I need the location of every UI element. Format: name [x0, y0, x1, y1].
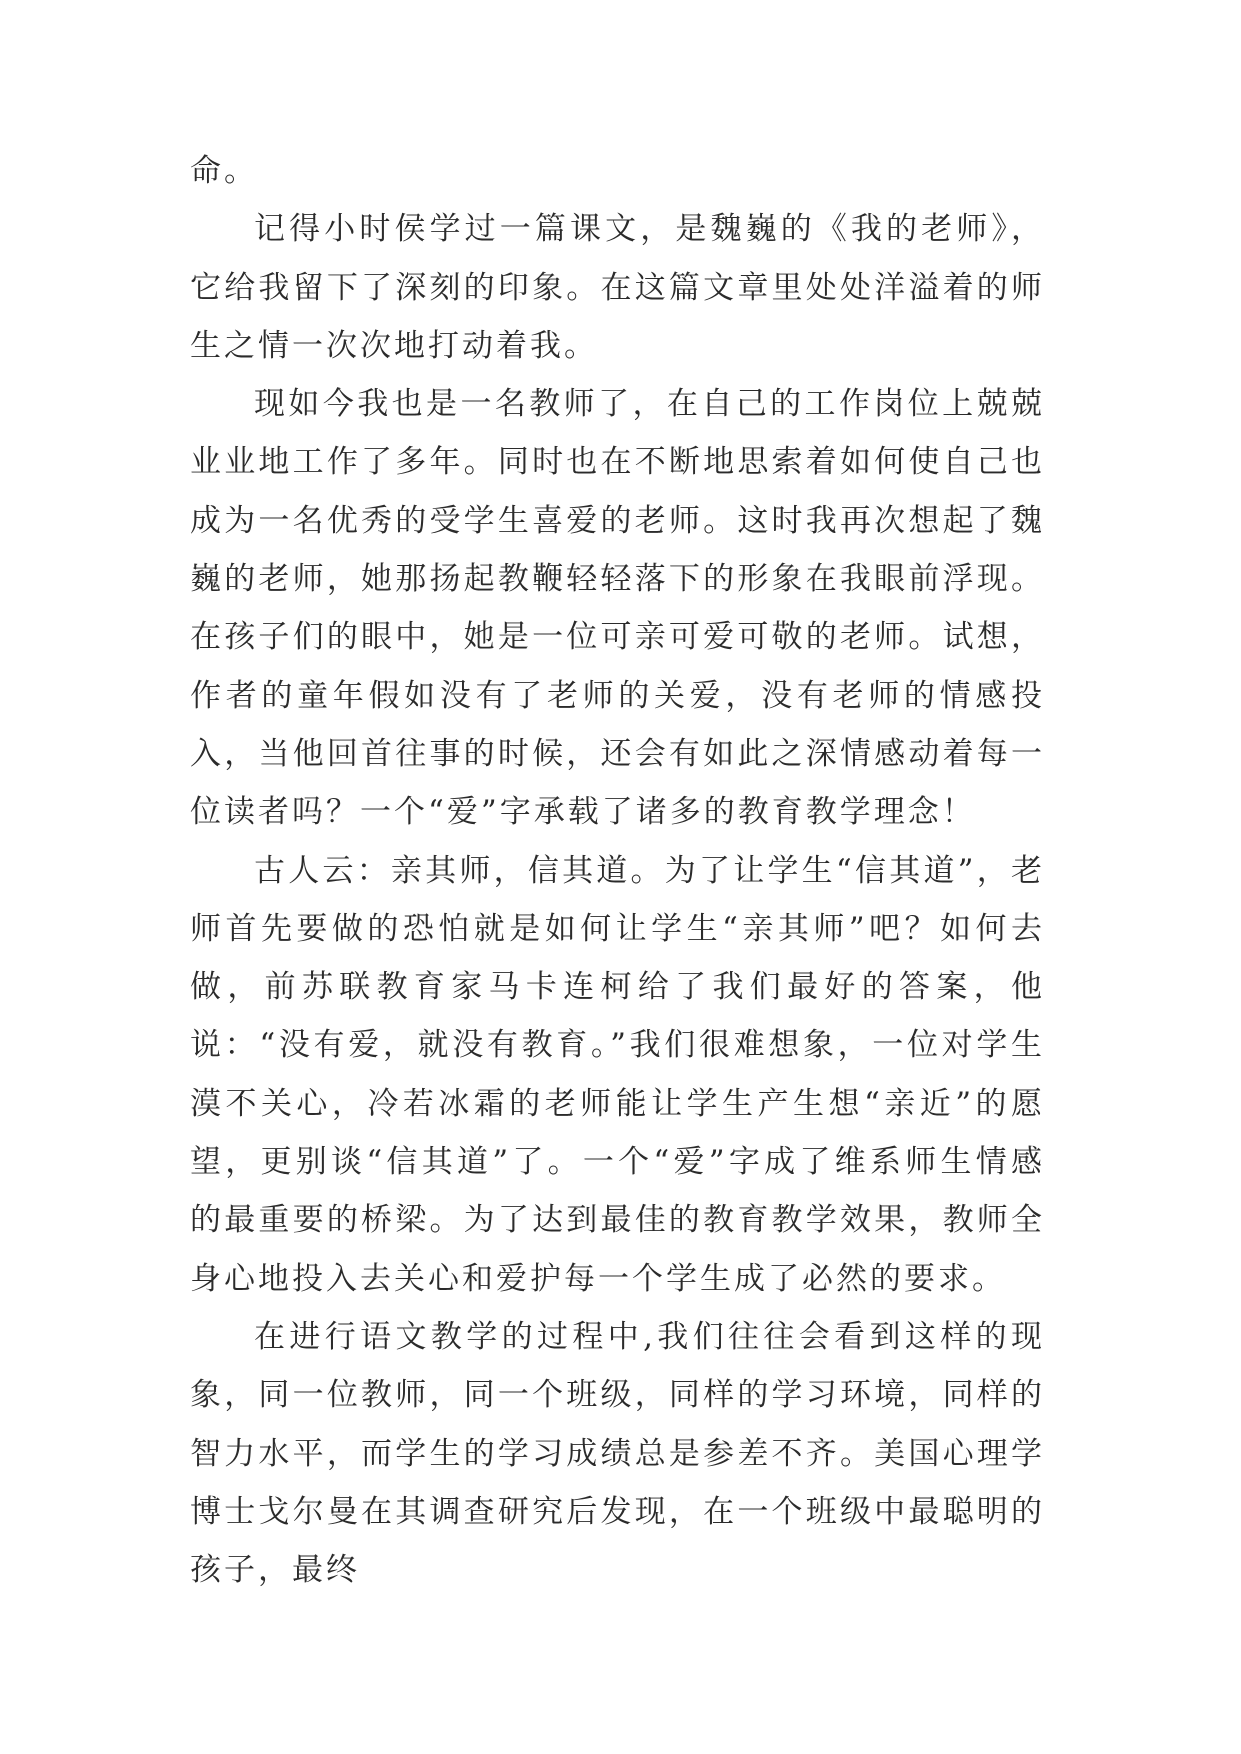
- paragraph: 在进行语文教学的过程中,我们往往会看到这样的现象，同一位教师，同一个班级，同样的学习环境，同样的智力水平，而学生的学习成绩总是参差不齐。美国心理学博士戈尔曼在其调查研究后发现，在一个班级中最聪明的孩子，最终: [190, 1318, 1045, 1589]
- paragraph: 现如今我也是一名教师了，在自己的工作岗位上兢兢业业地工作了多年。同时也在不断地思索着如何使自己也成为一名优秀的受学生喜爱的老师。这时我再次想起了魏巍的老师，她那扬起教鞭轻轻落下的形象在我眼前浮现。在孩子们的眼中，她是一位可亲可爱可敬的老师。试想，作者的童年假如没有了老师的关爱，没有老师的情感投入，当他回首往事的时候，还会有如此之深情感动着每一位读者吗？一个“爱”字承载了诸多的教育教学理念！: [190, 386, 1045, 831]
- paragraph: 记得小时侯学过一篇课文，是魏巍的《我的老师》，它给我留下了深刻的印象。在这篇文章里处处洋溢着的师生之情一次次地打动着我。: [190, 211, 1045, 364]
- paragraph: 古人云：亲其师，信其道。为了让学生“信其道”，老师首先要做的恐怕就是如何让学生“亲其师”吧？如何去做，前苏联教育家马卡连柯给了我们最好的答案，他说：“没有爱，就没有教育。”我们很难想象，一位对学生漠不关心，冷若冰霜的老师能让学生产生想“亲近”的愿望，更别谈“信其道”了。一个“爱”字成了维系师生情感的最重要的桥梁。为了达到最佳的教育教学效果，教师全身心地投入去关心和爱护每一个学生成了必然的要求。: [190, 852, 1045, 1297]
- body-text: [190, 142, 1045, 1599]
- paragraph: 命。: [190, 153, 258, 189]
